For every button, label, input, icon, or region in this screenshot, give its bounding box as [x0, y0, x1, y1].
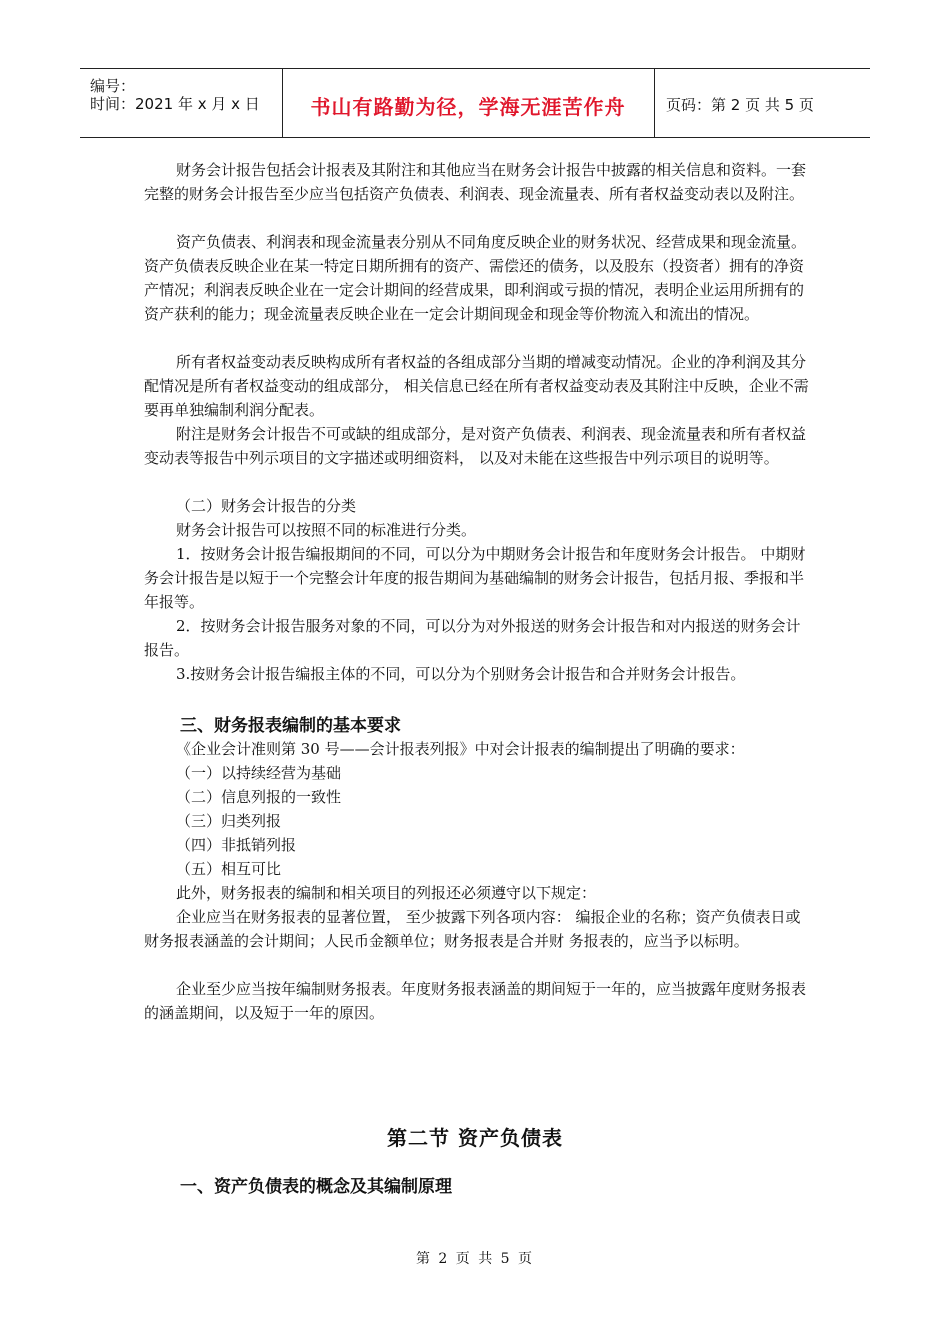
paragraph: 财务会计报告包括会计报表及其附注和其他应当在财务会计报告中披露的相关信息和资料。一套完整的财务会计报告至少应当包括资产负债表、利润表、现金流量表、所有者权益变动表以及附注。: [144, 161, 807, 203]
requirement-item: （五）相互可比: [176, 860, 282, 878]
page-footer: 第 2 页 共 5 页: [415, 1251, 535, 1267]
section-title: 第二节 资产负债表: [387, 1126, 563, 1150]
requirement-item: （三）归类列报: [176, 812, 282, 830]
header-motto-cell: [282, 69, 655, 137]
header-page-info: 页码：第 2 页 共 5 页: [666, 96, 814, 114]
subsection-heading-balance-sheet: 一、资产负债表的概念及其编制原理: [180, 1177, 452, 1197]
paragraph: 企业应当在财务报表的显著位置， 至少披露下列各项内容： 编报企业的名称；资产负债表日或财务报表涵盖的会计期间；人民币金额单位；财务报表是合并财 务报表的，应当予以标明。: [144, 908, 801, 950]
paragraph: 此外，财务报表的编制和相关项目的列报还必须遵守以下规定：: [176, 884, 597, 902]
section-heading-requirements: 三、财务报表编制的基本要求: [180, 716, 401, 736]
requirement-item: （四）非抵销列报: [176, 836, 297, 854]
subsection-heading: （二）财务会计报告的分类: [176, 497, 357, 515]
requirement-item: （一）以持续经营为基础: [176, 764, 342, 782]
document-number-label: 编号：: [90, 77, 136, 95]
requirements-intro: 《企业会计准则第 30 号——会计报表列报》中对会计报表的编制提出了明确的要求：: [176, 740, 745, 758]
paragraph: 所有者权益变动表反映构成所有者权益的各组成部分当期的增减变动情况。企业的净利润及其分配情况是所有者权益变动的组成部分， 相关信息已经在所有者权益变动表及其附注中反映，企业不需要再单独编制利润分配表。: [144, 353, 809, 419]
paragraph: 附注是财务会计报告不可或缺的组成部分，是对资产负债表、利润表、现金流量表和所有者权益变动表等报告中列示项目的文字描述或明细资料， 以及对未能在这些报告中列示项目的说明等。: [144, 425, 807, 467]
requirement-item: （二）信息列报的一致性: [176, 788, 342, 806]
page-header: [80, 68, 870, 138]
header-left-cell: [80, 69, 283, 137]
paragraph: 资产负债表、利润表和现金流量表分别从不同角度反映企业的财务状况、经营成果和现金流量。资产负债表反映企业在某一特定日期所拥有的资产、需偿还的债务，以及股东（投资者）拥有的净资产情况；利润表反映企业在一定会计期间的经营成果，即利润或亏损的情况，表明企业运用所拥有的资产获利的能力；现金流量表反映企业在一定会计期间现金和现金等价物流入和流出的情况。: [144, 233, 807, 323]
paragraph: 财务会计报告可以按照不同的标准进行分类。: [176, 521, 477, 539]
header-motto: 书山有路勤为径，学海无涯苦作舟: [310, 95, 626, 119]
paragraph: 3.按财务会计报告编报主体的不同，可以分为个别财务会计报告和合并财务会计报告。: [176, 665, 746, 683]
paragraph: 企业至少应当按年编制财务报表。年度财务报表涵盖的期间短于一年的，应当披露年度财务报表的涵盖期间，以及短于一年的原因。: [144, 980, 807, 1022]
header-page-cell: [654, 69, 870, 137]
document-time-label: 时间：2021 年 x 月 x 日: [90, 95, 260, 113]
paragraph: 1．按财务会计报告编报期间的不同，可以分为中期财务会计报告和年度财务会计报告。 中期财务会计报告是以短于一个完整会计年度的报告期间为基础编制的财务会计报告，包括月报、季报和半年报等。: [144, 545, 806, 611]
paragraph: 2．按财务会计报告服务对象的不同，可以分为对外报送的财务会计报告和对内报送的财务会计报告。: [144, 617, 801, 659]
